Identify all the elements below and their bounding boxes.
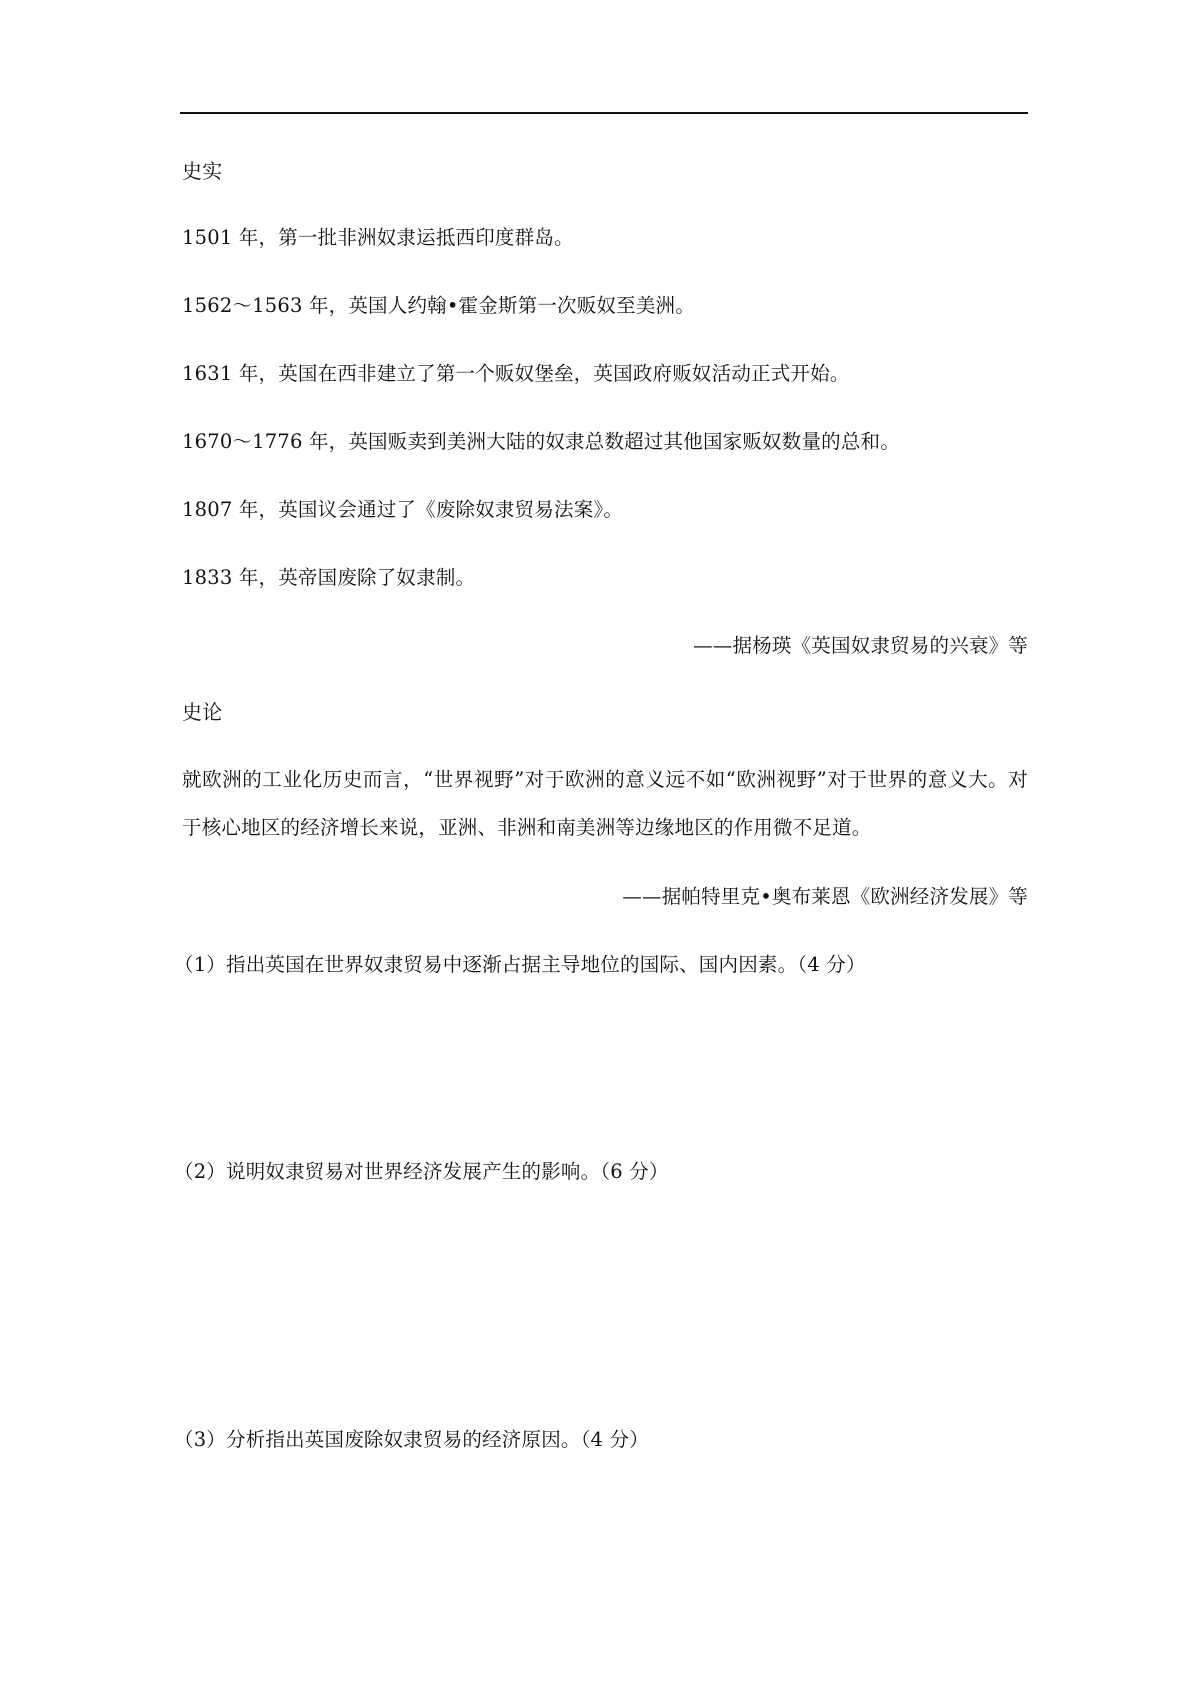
fact-item: 1562～1563 年，英国人约翰•霍金斯第一次贩奴至美洲。	[182, 294, 695, 317]
fact-item: 1807 年，英国议会通过了《废除奴隶贸易法案》。	[182, 498, 624, 521]
fact-item: 1670～1776 年，英国贩卖到美洲大陆的奴隶总数超过其他国家贩奴数量的总和。	[182, 430, 900, 453]
argument-text: 就欧洲的工业化历史而言，“世界视野”对于欧洲的意义远不如“欧洲视野”对于世界的意义大。对于核心地区的经济增长来说，亚洲、非洲和南美洲等边缘地区的作用微不足道。	[182, 768, 1028, 839]
fact-item: 1833 年，英帝国废除了奴隶制。	[182, 566, 476, 589]
question-3: （3）分析指出英国废除奴隶贸易的经济原因。（4 分）	[174, 1428, 649, 1451]
question-2: （2）说明奴隶贸易对世界经济发展产生的影响。（6 分）	[174, 1160, 669, 1183]
argument-heading: 史论	[182, 700, 223, 724]
argument-source: ——据帕特里克•奥布莱恩《欧洲经济发展》等	[622, 885, 1028, 908]
facts-source: ——据杨瑛《英国奴隶贸易的兴衰》等	[693, 634, 1028, 657]
fact-item: 1631 年，英国在西非建立了第一个贩奴堡垒，英国政府贩奴活动正式开始。	[182, 362, 850, 385]
facts-heading: 史实	[182, 159, 223, 183]
question-1: （1）指出英国在世界奴隶贸易中逐渐占据主导地位的国际、国内因素。（4 分）	[174, 953, 866, 976]
fact-item: 1501 年，第一批非洲奴隶运抵西印度群岛。	[182, 226, 574, 249]
header-rule	[180, 112, 1028, 114]
